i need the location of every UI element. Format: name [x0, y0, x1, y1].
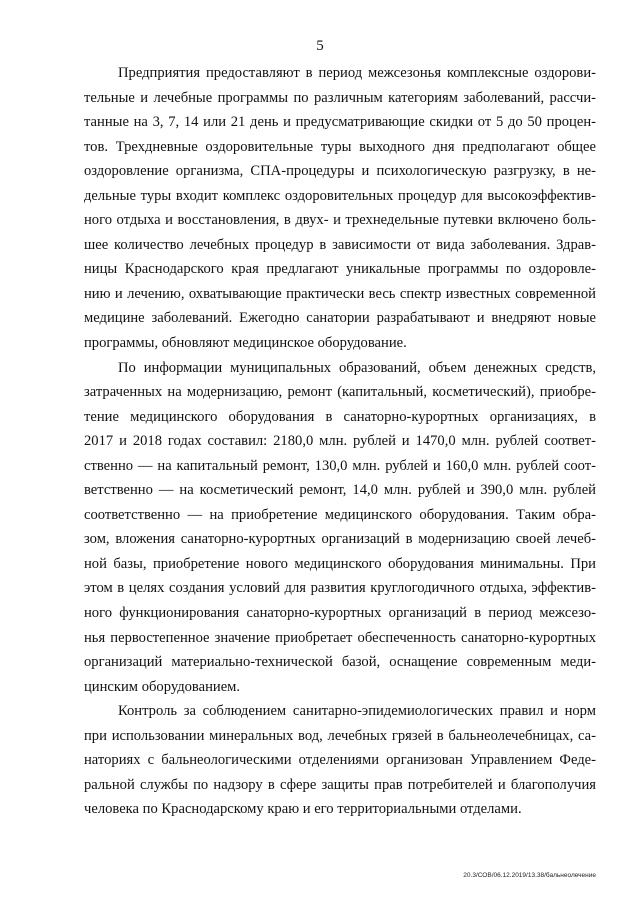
text-line: затраченных на модернизацию, ремонт (капитальный, косметический), приобре- [84, 384, 596, 401]
text-line: человека по Краснодарскому краю и его территориальными отделами. [84, 801, 522, 818]
text-line: ральной службы по надзору в сфере защиты прав потребителей и благополучия [84, 776, 596, 793]
text-line: Предприятия предоставляют в период межсезонья комплексные оздорови- [118, 65, 596, 81]
text-line: нию и лечению, охватывающие практически весь спектр известных современной [84, 285, 596, 302]
text-line: соответственно — на приобретение медицинского оборудования. Таким обра- [84, 506, 596, 523]
text-line: танные на 3, 7, 14 или 21 день и предусматривающие скидки от 5 до 50 процен- [84, 114, 596, 131]
text-line: шее количество лечебных процедур в зависимости от вида заболевания. Здрав- [84, 236, 596, 253]
text-line: при использовании минеральных вод, лечебных грязей в бальнеолечебницах, са- [84, 727, 596, 744]
text-line: Контроль за соблюдением санитарно-эпидемиологических правил и норм [118, 703, 596, 720]
text-line: ного отдыха и восстановления, в двух- и трехнедельные путевки включено боль- [84, 212, 596, 229]
text-line: цинским оборудованием. [84, 678, 241, 695]
text-line: ной базы, приобретение нового медицинского оборудования минимальны. При [84, 555, 596, 572]
text-line: 2017 и 2018 годах составил: 2180,0 млн. рублей и 1470,0 млн. рублей соответ- [84, 433, 596, 450]
text-line: медицине заболеваний. Ежегодно санатории разрабатывают и внедряют новые [84, 310, 596, 327]
text-line: ницы Краснодарского края предлагают уникальные программы по оздоровле- [84, 261, 596, 278]
text-line: По информации муниципальных образований, объем денежных средств, [118, 359, 596, 376]
text-line: тение медицинского оборудования в санаторно-курортных организациях, в [84, 408, 596, 425]
text-line: нья первостепенное значение приобретает обеспеченность санаторно-курортных [84, 629, 596, 646]
text-line: этом в целях создания условий для развития круглогодичного отдыха, эффектив- [84, 580, 596, 597]
text-line: программы, обновляют медицинское оборудование. [84, 335, 407, 352]
text-line: ственно — на капитальный ремонт, 130,0 млн. рублей и 160,0 млн. рублей соот- [84, 457, 596, 474]
body-text [84, 61, 596, 822]
text-line: оздоровление организма, СПА-процедуры и психологическую разгрузку, в не- [84, 163, 596, 180]
text-line: тов. Трехдневные оздоровительные туры выходного дня предполагают общее [84, 138, 596, 155]
paragraph-offseason-programs [84, 61, 596, 356]
text-line: ного функционирования санаторно-курортных организаций в период межсезо- [84, 605, 596, 622]
text-line: дельные туры входит комплекс оздоровительных процедур для высокоэффектив- [84, 187, 596, 204]
text-line: тельные и лечебные программы по различным категориям заболеваний, рассчи- [84, 89, 596, 106]
document-reference-footer: 20.3/СОВ/06.12.2019/13.38/бальнеолечение [463, 872, 596, 879]
page-number: 5 [316, 38, 324, 54]
paragraph-sanitary-control [84, 699, 596, 822]
paragraph-modernization-funding [84, 356, 596, 700]
text-line: зом, вложения санаторно-курортных организаций в модернизацию своей лечеб- [84, 531, 596, 548]
text-line: наториях с бальнеологическими отделениями организован Управлением Феде- [84, 752, 596, 769]
text-line: организаций материально-технической базой, оснащение современным меди- [84, 654, 596, 671]
text-line: ветственно — на косметический ремонт, 14,0 млн. рублей и 390,0 млн. рублей [84, 482, 596, 499]
